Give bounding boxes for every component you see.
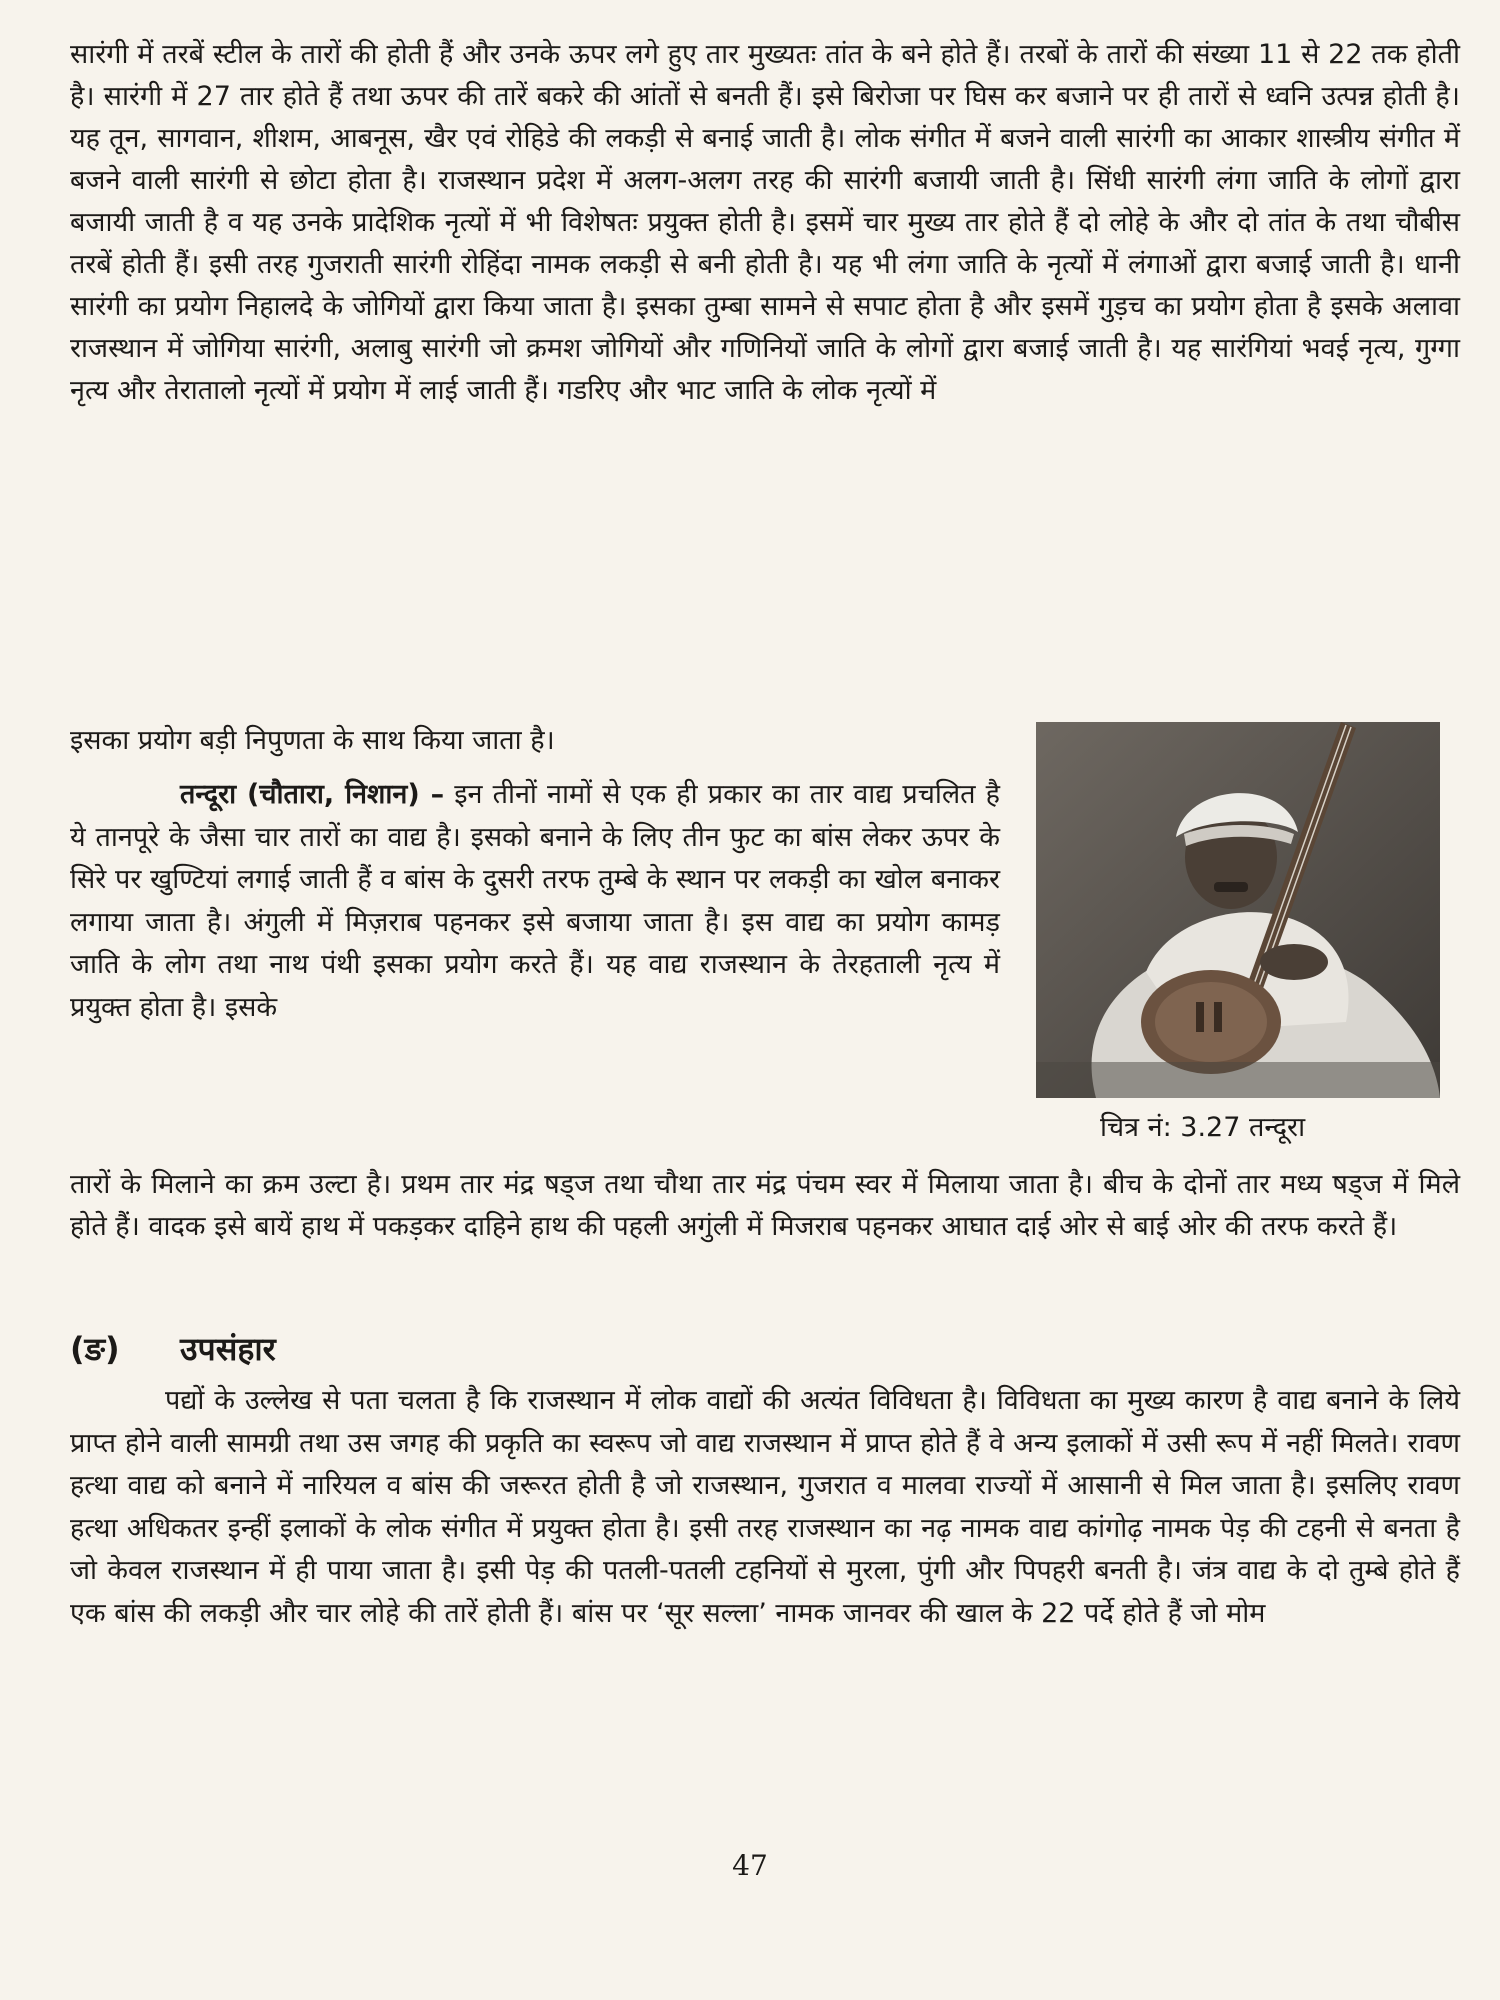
section-marker: (ङ) (70, 1330, 120, 1368)
tandura-heading: तन्दूरा (चौतारा, निशान) – (180, 779, 445, 810)
section-heading (70, 1327, 670, 1371)
tandura-continued-paragraph: तारों के मिलाने का क्रम उल्टा है। प्रथम तार मंद्र षड्ज तथा चौथा तार मंद्र पंचम स्वर में मिलाया जाता है। बीच के दोनों तार मध्य षड्ज में मिले होते हैं। वादक इसे बायें हाथ में पकड़कर दाहिने हाथ की पहली अगुंली में मिजराब पहनकर आघात दाई ओर से बाई ओर की तरफ करते हैं। (70, 1169, 1460, 1242)
figure-caption: चित्र नं: 3.27 तन्दूरा (1100, 1112, 1306, 1143)
section-title: उपसंहार (180, 1330, 276, 1368)
musician-with-tandura-illustration (1036, 722, 1440, 1098)
intro-paragraph: सारंगी में तरबें स्टील के तारों की होती हैं और उनके ऊपर लगे हुए तार मुख्यतः तांत के बने होते हैं। तरबों के तारों की संख्या 11 से 22 तक होती है। सारंगी में 27 तार होते हैं तथा ऊपर की तारें बकरे की आंतों से बनती हैं। इसे बिरोजा पर घिस कर बजाने पर ही तारों से ध्वनि उत्पन्न होती है। यह तून, सागवान, शीशम, आबनूस, खैर एवं रोहिडे की लकड़ी से बनाई जाती है। लोक संगीत में बजने वाली सारंगी का आकार शास्त्रीय संगीत में बजने वाली सारंगी से छोटा होता है। राजस्थान प्रदेश में अलग-अलग तरह की सारंगी बजायी जाती है। सिंधी सारंगी लंगा जाति के लोगों द्वारा बजायी जाती है व यह उनके प्रादेशिक नृत्यों में भी विशेषतः प्रयुक्त होती है। इसमें चार मुख्य तार होते हैं दो लोहे के और दो तांत के तथा चौबीस तरबें होती हैं। इसी तरह गुजराती सारंगी रोहिंदा नामक लकड़ी से बनी होती है। यह भी लंगा जाति के नृत्यों में लंगाओं द्वारा बजाई जाती है। धानी सारंगी का प्रयोग निहालदे के जोगियों द्वारा किया जाता है। इसका तुम्बा सामने से सपाट होता है और इसमें गुड़च का प्रयोग होता है इसके अलावा राजस्थान में जोगिया सारंगी, अलाबु सारंगी जो क्रमश जोगियों और गणिनियों जाति के लोगों द्वारा बजाई जाती है। यह सारंगियां भवई नृत्य, गुग्गा नृत्य और तेरातालो नृत्यों में प्रयोग में लाई जाती हैं। गडरिए और भाट जाति के लोक नृत्यों में (70, 39, 1460, 406)
tandura-body: इन तीनों नामों से एक ही प्रकार का तार वाद्य प्रचलित है ये तानपूरे के जैसा चार तारों का वाद्य है। इसको बनाने के लिए तीन फुट का बांस लेकर ऊपर के सिरे पर खुण्टियां लगाई जाती हैं व बांस के दुसरी तरफ तुम्बे के स्थान पर लकड़ी का खोल बनाकर लगाया जाता है। अंगुली में मिज़राब पहनकर इसे बजाया जाता है। इस वाद्य का प्रयोग कामड़ जाति के लोग तथा नाथ पंथी इसका प्रयोग करते हैं। यह वाद्य राजस्थान के तेरहताली नृत्य में प्रयुक्त होता है। इसके (70, 779, 1000, 1023)
intro-paragraph-end: इसका प्रयोग बड़ी निपुणता के साथ किया जाता है। (70, 725, 555, 756)
page-number: 47 (732, 1849, 768, 1882)
tandura-paragraph (70, 774, 1000, 1029)
tandura-photo (1036, 722, 1440, 1098)
conclusion-text: पद्यों के उल्लेख से पता चलता है कि राजस्थान में लोक वाद्यों की अत्यंत विविधता है। विविधता का मुख्य कारण है वाद्य बनाने के लिये प्राप्त होने वाली सामग्री तथा उस जगह की प्रकृति का स्वरूप जो वाद्य राजस्थान में प्राप्त होते हैं वे अन्य इलाकों में उसी रूप में नहीं मिलते। रावण हत्था वाद्य को बनाने में नारियल व बांस की जरूरत होती है जो राजस्थान, गुजरात व मालवा राज्यों में आसानी से मिल जाता है। इसलिए रावण हत्था अधिकतर इन्हीं इलाकों के लोक संगीत में प्रयुक्त होता है। इसी तरह राजस्थान का नढ़ नामक वाद्य कांगोढ़ नामक पेड़ की टहनी से बनता है जो केवल राजस्थान में ही पाया जाता है। इसी पेड़ की पतली-पतली टहनियों से मुरला, पुंगी और पिपहरी बनती है। जंत्र वाद्य के दो तुम्बे होते हैं एक बांस की लकड़ी और चार लोहे की तारें होती हैं। बांस पर ‘सूर सल्ला’ नामक जानवर की खाल के 22 पर्दे होते हैं जो मोम (70, 1385, 1460, 1629)
conclusion-paragraph (70, 1380, 1460, 1635)
